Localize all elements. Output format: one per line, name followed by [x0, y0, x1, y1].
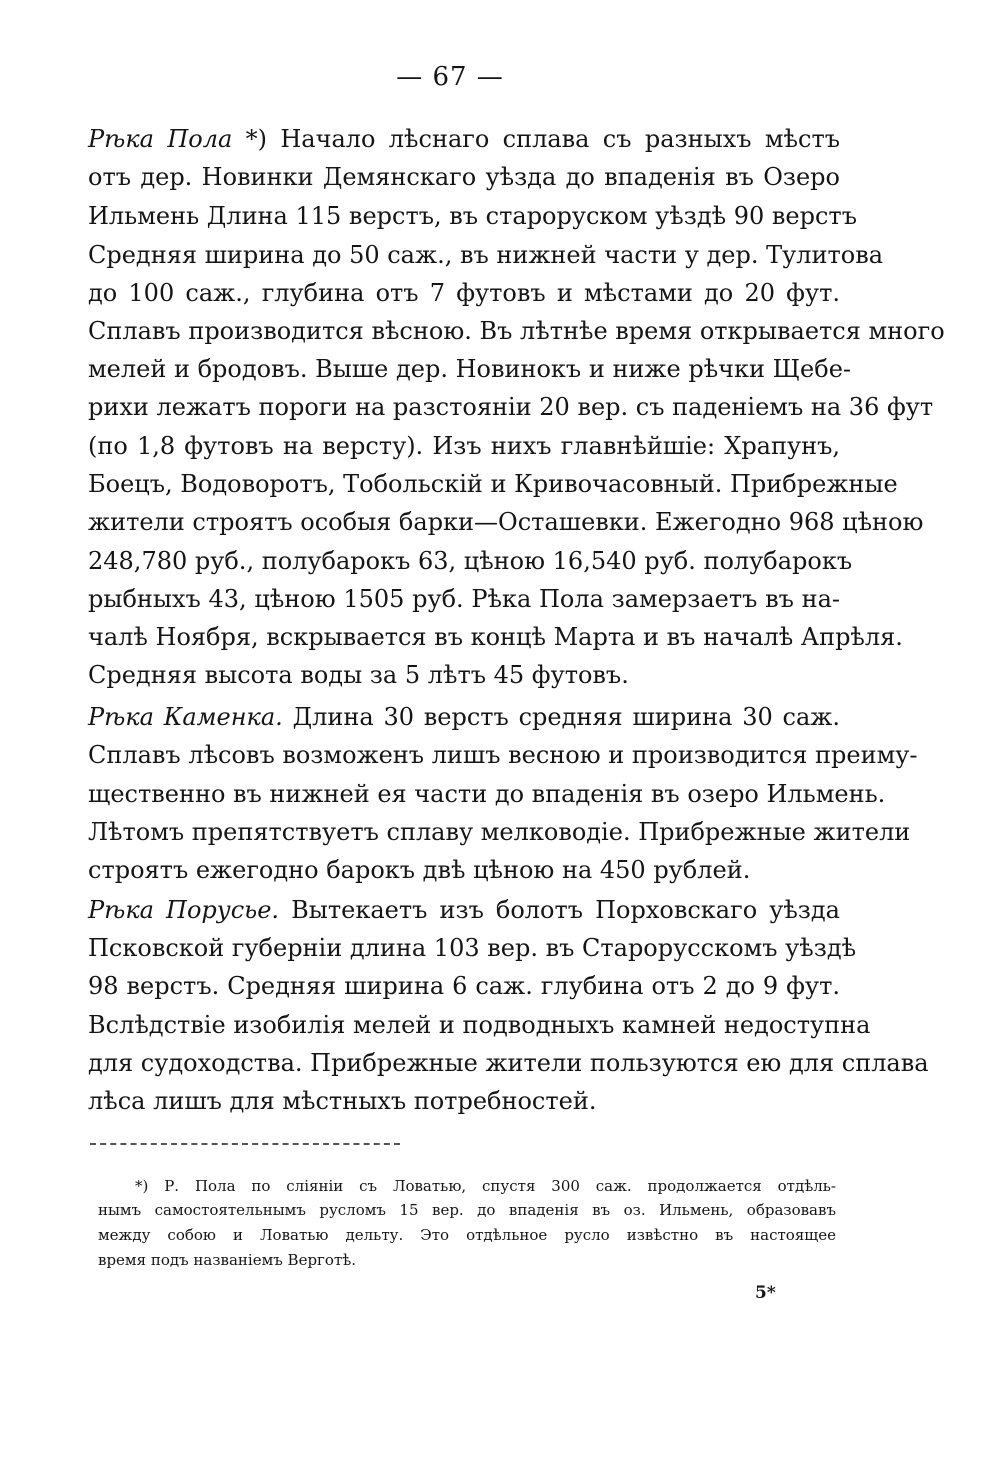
text-line: Лѣтомъ препятствуетъ сплаву мелководіе. Прибрежные жители	[88, 818, 911, 846]
text-line: лѣса лишъ для мѣстныхъ потребностей.	[88, 1087, 597, 1115]
text-line: мелей и бродовъ. Выше дер. Новинокъ и ниже рѣчки Щебе-	[88, 355, 852, 383]
text-line: рихи лежатъ пороги на разстояніи 20 вер. съ паденіемъ на 36 фут	[88, 393, 934, 421]
text-line: Средняя ширина до 50 саж., въ нижней части у дер. Тулитова	[88, 241, 884, 269]
text-line: 248,780 руб., полубарокъ 63, цѣною 16,540 руб. полубарокъ	[88, 547, 853, 575]
river-heading: Рѣка Порусье.	[88, 896, 280, 924]
text-line: (по 1,8 футовъ на версту). Изъ нихъ главнѣйшіе: Храпунъ,	[88, 432, 840, 460]
text-line	[88, 127, 840, 151]
line-text: Вытекаетъ изъ болотъ Порховскаго уѣзда	[279, 896, 840, 924]
river-heading: Рѣка Пола	[88, 125, 233, 153]
footnote-line: *) Р. Пола по сліяніи съ Ловатью, спустя 300 саж. продолжается отдѣль-	[135, 1177, 836, 1195]
text-line: для судоходства. Прибрежные жители пользуются ею для сплава	[88, 1049, 929, 1077]
text-line: жители строятъ особыя барки—Осташевки. Ежегодно 968 цѣною	[88, 508, 924, 536]
line-text: *) Начало лѣснаго сплава съ разныхъ мѣстъ	[232, 125, 840, 153]
page-number: — 67 —	[396, 62, 504, 92]
text-line: Ильмень Длина 115 верстъ, въ староруском уѣздѣ 90 верстъ	[88, 202, 857, 230]
text-line	[88, 705, 840, 729]
text-line: чалѣ Ноября, вскрывается въ концѣ Марта и въ началѣ Апрѣля.	[88, 623, 903, 651]
text-line: Сплавъ лѣсовъ возможенъ лишъ весною и производится преиму-	[88, 741, 918, 769]
text-line: до 100 саж., глубина отъ 7 футовъ и мѣстами до 20 фут.	[88, 279, 840, 307]
text-line: строятъ ежегодно барокъ двѣ цѣною на 450 рублей.	[88, 856, 751, 884]
text-line: щественно въ нижней ея части до впаденія въ озеро Ильмень.	[88, 780, 886, 808]
text-line: отъ дер. Новинки Демянскаго уѣзда до впаденія въ Озеро	[88, 163, 840, 191]
footnote-divider	[90, 1143, 400, 1145]
signature-mark: 5*	[755, 1283, 776, 1303]
text-line: Сплавъ производится вѣсною. Въ лѣтнѣе время открывается много	[88, 317, 945, 345]
footnote-line: нымъ самостоятельнымъ русломъ 15 вер. до впаденія въ оз. Ильмень, образовавъ	[98, 1201, 836, 1219]
footnote-line: время подъ названіемъ Верготѣ.	[98, 1251, 357, 1269]
text-line: Вслѣдствіе изобилія мелей и подводныхъ камней недоступна	[88, 1011, 871, 1039]
footnote-line: между собою и Ловатью дельту. Это отдѣльное русло извѣстно въ настоящее	[98, 1226, 836, 1244]
text-line: 98 верстъ. Средняя ширина 6 саж. глубина отъ 2 до 9 фут.	[88, 972, 840, 1000]
text-line: рыбныхъ 43, цѣною 1505 руб. Рѣка Пола замерзаетъ въ на-	[88, 585, 840, 613]
river-heading: Рѣка Каменка.	[88, 703, 283, 731]
text-line: Боецъ, Водоворотъ, Тобольскій и Кривочасовный. Прибрежные	[88, 470, 898, 498]
text-line: Псковской губерніи длина 103 вер. въ Старорусскомъ уѣздѣ	[88, 934, 857, 962]
line-text: Длина 30 верстъ средняя ширина 30 саж.	[282, 703, 840, 731]
text-line: Средняя высота воды за 5 лѣтъ 45 футовъ.	[88, 661, 629, 689]
text-line	[88, 898, 840, 922]
